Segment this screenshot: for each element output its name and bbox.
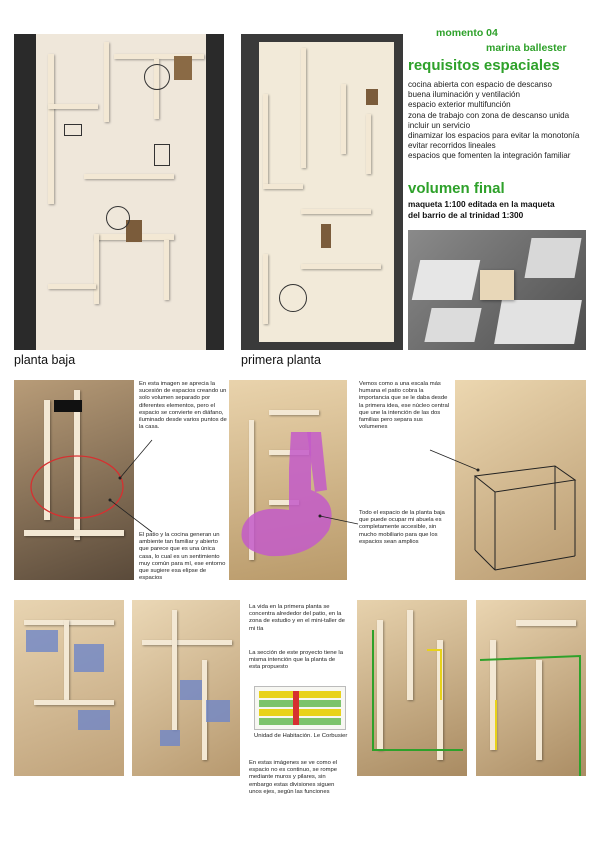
moment-label: momento 04 [436, 27, 498, 39]
axis-model-photo-1 [357, 600, 467, 776]
ground-floor-label: planta baja [14, 353, 76, 367]
requirement-item: espacio exterior multifunción [408, 100, 511, 110]
requirement-item: buena iluminación y ventilación [408, 90, 521, 100]
blue-highlight-model-photo-1 [14, 600, 124, 776]
note-spaces-succession: En esta imagen se aprecia la sucesión de espacios creando un solo volumen separado por diferentes elementos, pero el espacio se convierte en diáfano, iluminado desde varios puntos de la casa. [139, 381, 227, 431]
unite-habitation-section-diagram [254, 686, 346, 730]
note-discontinuous-space: En estas imágenes se ve como el espacio no es continuo, se rompe mediante muros y pilares, sin embargo estas divisiones siguen unos ejes, según las funciones [249, 760, 338, 795]
note-patio-kitchen: El patio y la cocina generan un ambiente tan familiar y abierto que parece que es una única casa, lo cual es un sentimiento muy común para mí, ese entorno que sugiere esa elipse de espacios [139, 532, 226, 582]
axis-lines [476, 600, 586, 776]
requirements-title: requisitos espaciales [408, 57, 560, 74]
final-volume-title: volumen final [408, 180, 505, 197]
requirement-item: espacios que fomenten la integración familiar [408, 151, 571, 161]
diagram-caption: Unidad de Habitación. Le Corbusier [254, 733, 348, 739]
requirement-item: zona de trabajo con zona de descanso unida [408, 110, 570, 120]
axis-lines [357, 600, 467, 776]
note-section-intent: La sección de este proyecto tiene la misma intención que la planta de esta propuesto [249, 650, 343, 671]
final-volume-subtitle-line: maqueta 1:100 editada en la maqueta [408, 199, 555, 209]
axis-model-photo-2 [476, 600, 586, 776]
note-human-scale: Vemos como a una escala más humana el patio cobra la importancia que se le daba desde la primera idea, ese núcleo central que une la intención de las dos familias pero separa sus volumenes [359, 381, 450, 431]
final-volume-subtitle-line: del barrio de al trinidad 1:300 [408, 209, 524, 220]
author-name: marina ballester [486, 42, 567, 54]
note-accessible-ground: Todo el espacio de la planta baja que puede ocupar mi abuela es completamente accesible, sin mucho mobiliario para que los espacios sean amplios [359, 510, 445, 545]
note-first-floor-life: La vida en la primera planta se concentra alrededor del patio, en la zona de estudio y en el mini-taller de mi tía [249, 604, 345, 632]
requirement-item: incluir un servicio [408, 120, 471, 130]
requirement-item: cocina abierta con espacio de descanso [408, 80, 552, 89]
first-floor-label: primera planta [241, 353, 321, 367]
requirement-item: dinamizar los espacios para evitar la monotonía [408, 131, 580, 141]
requirement-item: evitar recorridos lineales [408, 141, 496, 151]
blue-highlight-model-photo-2 [132, 600, 240, 776]
